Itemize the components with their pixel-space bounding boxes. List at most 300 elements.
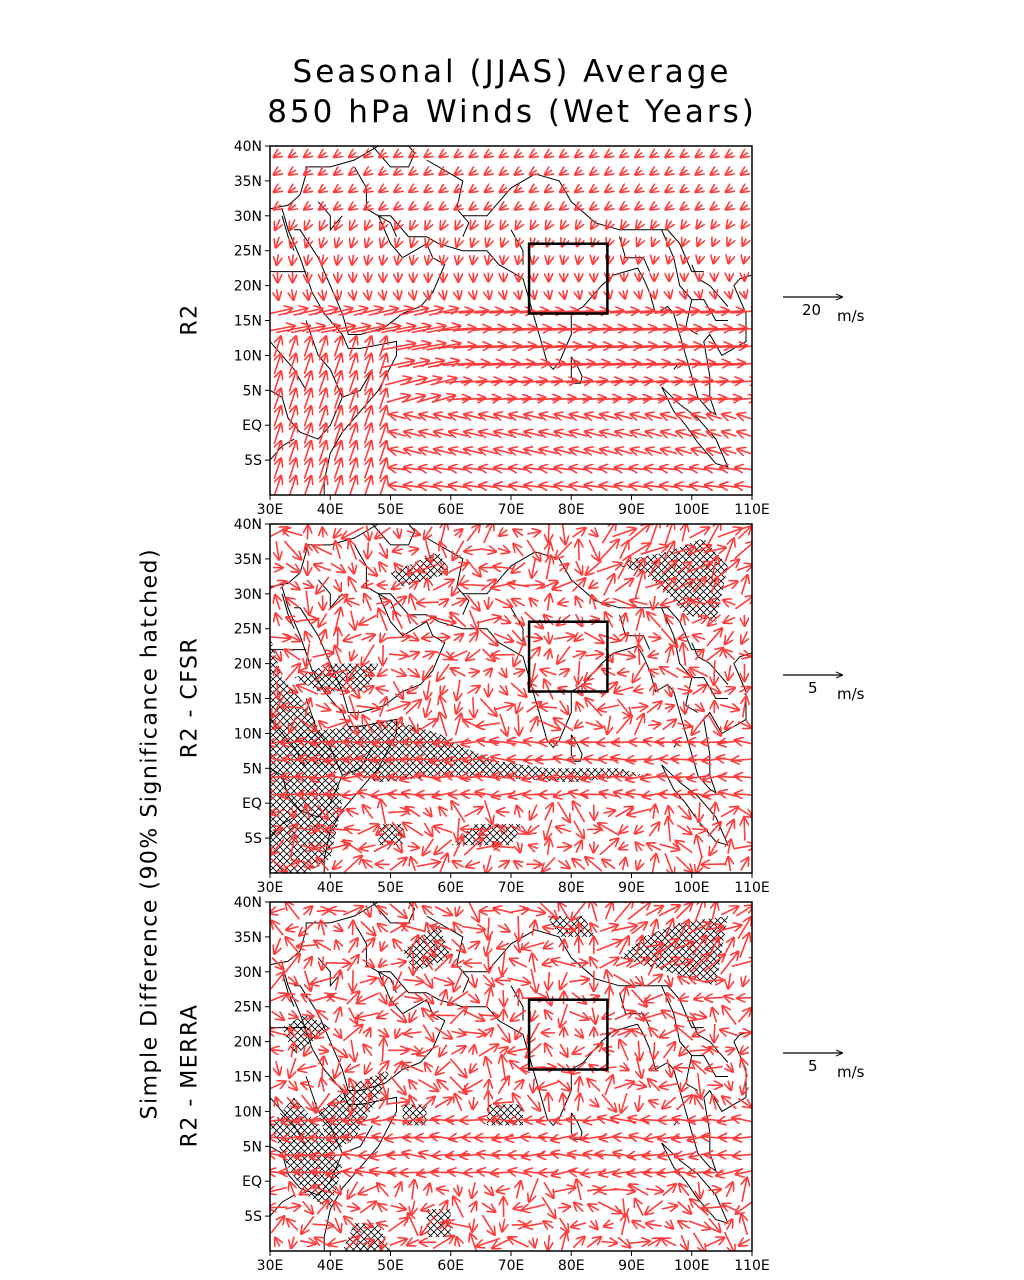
wind-vector [450,449,467,453]
wind-vector [387,637,409,638]
wind-vector [676,841,692,853]
wind-vector [530,205,537,209]
wind-vector [560,1004,567,1027]
wind-vector [365,1062,371,1073]
wind-vector [366,1029,370,1037]
wind-vector [440,153,447,157]
wind-vector [708,714,721,735]
wind-vector [540,1172,558,1173]
coastline-segment [692,265,728,307]
wind-vector [652,221,657,228]
wind-vector [503,290,505,298]
study-region-box [529,622,607,692]
wind-vector [575,634,583,641]
wind-vector [511,1010,526,1020]
wind-vector [476,1137,502,1138]
wind-vector [532,558,536,577]
wind-vector [411,858,415,871]
wind-vector [335,459,342,479]
wind-vector [394,611,403,628]
wind-vector [666,187,673,191]
wind-vector [578,1094,580,1111]
row-label-r2-merra: R2 - MERRA [177,1003,203,1148]
wind-vector [647,1224,662,1227]
wind-vector [602,602,615,604]
wind-vector [498,925,509,931]
wind-vector [390,432,406,436]
wind-vector [557,646,570,663]
wind-vector [423,1025,433,1041]
lon-tick-label: 70E [497,880,525,896]
wind-vector [576,187,583,191]
wind-vector [425,170,432,174]
wind-vector [458,255,460,264]
wind-vector [462,829,486,830]
wind-vector [517,842,520,852]
wind-vector [322,290,324,300]
wind-vector [698,239,701,246]
wind-vector [545,205,552,209]
wind-vector [697,221,702,228]
wind-vector [381,633,386,641]
wind-vector [435,449,452,453]
lat-tick-label: 25N [233,621,262,638]
wind-vector [329,1240,347,1244]
wind-vector [702,864,726,865]
wind-vector [525,485,543,487]
wind-vector [515,187,522,191]
wind-vector [289,205,296,209]
wind-vector [606,170,613,174]
wind-vector [452,960,464,966]
wind-vector [723,449,737,453]
wind-vector [498,1024,510,1041]
wind-vector [405,1032,422,1034]
wind-vector [425,1063,431,1072]
wind-vector [638,291,640,298]
wind-vector [629,524,649,541]
wind-vector [545,170,552,174]
wind-vector [412,255,414,264]
wind-vector [321,237,324,247]
wind-vector [541,670,557,675]
wind-vector [738,1098,750,1107]
wind-vector [636,609,642,631]
wind-vector [365,354,372,374]
wind-vector [435,414,452,418]
wind-vector [350,372,357,392]
wind-vector [613,598,634,606]
wind-vector [711,153,718,157]
wind-vector [438,1080,449,1090]
wind-vector [277,254,279,264]
wind-vector [723,1204,737,1210]
wind-vector [570,432,587,436]
wind-vector [274,442,281,462]
wind-vector [530,805,537,820]
wind-vector [708,1189,720,1190]
lat-tick-label: 25N [233,243,262,260]
wind-vector [678,1202,691,1214]
wind-vector [616,432,632,436]
wind-vector [380,424,387,444]
wind-vector [699,802,700,821]
wind-vector [659,844,679,849]
wind-vector [502,238,505,246]
wind-vector [414,309,442,316]
coastline-segment [270,524,378,587]
wind-vector [573,859,585,869]
wind-vector [441,685,445,694]
wind-vector [289,476,296,496]
wind-vector [427,238,430,247]
wind-vector [724,618,735,623]
wind-vector [698,291,700,298]
wind-vector [303,583,313,587]
wind-vector [500,153,507,157]
wind-vector [344,1025,363,1041]
wind-vector [439,600,448,606]
wind-vector [391,1077,406,1095]
wind-vector [435,1098,451,1108]
wind-vector [488,290,490,299]
lat-tick-label: 5N [242,761,262,778]
wind-vector [454,634,463,641]
wind-vector [649,654,659,657]
wind-vector [525,612,543,628]
wind-vector [286,581,299,589]
wind-vector [289,1081,297,1090]
wind-vector [350,220,355,230]
wind-vector [721,807,738,817]
wind-vector [457,238,460,247]
wind-vector [456,220,461,229]
wind-vector [405,414,422,418]
wind-vector [487,238,490,247]
wind-vector [334,926,342,931]
wind-vector [304,337,311,357]
wind-vector [434,826,452,832]
wind-vector [725,996,735,999]
wind-vector [635,689,644,691]
wind-vector [440,807,447,816]
wind-vector [503,255,505,263]
wind-vector [441,991,446,1006]
wind-vector [349,541,356,560]
wind-vector [615,1011,634,1019]
lon-tick-label: 60E [437,502,465,518]
wind-vector [467,650,481,661]
wind-vector [391,962,406,965]
wind-vector [265,637,289,639]
wind-vector [693,635,705,639]
wind-vector [472,974,475,987]
wind-vector [424,974,432,988]
wind-vector [696,856,702,873]
wind-vector [706,980,723,981]
wind-vector [683,644,686,666]
wind-vector [638,256,640,263]
wind-vector [378,1013,389,1017]
wind-vector [613,529,636,537]
wind-vector [360,845,375,849]
wind-vector [480,485,498,487]
wind-vector [406,700,421,714]
wind-vector [607,716,610,734]
wind-vector [488,918,489,939]
wind-vector [723,414,737,418]
wind-vector [488,1092,489,1114]
wind-vector [461,585,485,586]
wind-vector [544,943,553,948]
wind-vector [593,256,595,264]
coastline-segment [270,341,306,390]
wind-vector [529,845,538,848]
wind-vector [477,723,500,726]
wind-vector [692,414,707,418]
wind-vector [304,389,311,409]
wind-vector [622,238,625,246]
wind-vector [600,1031,618,1035]
wind-vector [276,1061,279,1075]
wind-vector [728,840,731,854]
wind-vector [705,997,723,998]
wind-vector [556,827,571,832]
wind-vector [468,942,479,949]
wind-vector [662,414,677,418]
wind-vector [488,1080,489,1090]
wind-vector [319,722,326,728]
wind-vector [317,910,329,911]
wind-vector [531,969,536,992]
wind-vector [636,187,643,191]
wind-vector [542,1067,555,1068]
significance-hatch-4 [451,824,523,845]
wind-vector [501,668,506,677]
wind-vector [349,578,357,593]
wind-vector [584,632,603,643]
wind-vector [335,153,342,157]
wind-vector [365,459,372,479]
wind-vector [412,237,415,246]
wind-vector [668,817,670,841]
wind-vector [514,1206,523,1209]
wind-vector [465,807,482,816]
wind-vector [532,1010,536,1020]
wind-vector [335,579,340,590]
wind-vector [517,702,521,713]
wind-vector [470,610,478,629]
study-region-box [529,1000,607,1070]
wind-vector [667,221,672,228]
wind-vector [275,220,280,230]
wind-vector [572,993,586,1004]
wind-vector [663,720,676,730]
wind-vector [646,432,662,436]
wind-vector [729,256,731,263]
wind-vector [575,722,582,728]
wind-vector [606,153,613,157]
wind-vector [440,1045,447,1056]
wind-vector [426,220,431,229]
wind-vector [404,468,422,470]
wind-vector [712,902,716,919]
scale-value-3: 5 [808,1057,818,1075]
wind-vector [274,389,281,409]
wind-vector [696,170,703,174]
wind-vector [334,528,341,537]
wind-vector [647,975,662,986]
wind-vector [467,525,479,542]
wind-vector [545,153,552,157]
wind-vector [481,549,495,552]
wind-vector [727,221,732,228]
wind-vector [737,807,752,816]
wind-vector [742,576,748,595]
wind-vector [630,1185,649,1196]
wind-vector [397,255,399,264]
wind-vector [335,542,340,559]
wind-vector [512,1225,526,1226]
wind-vector [591,900,597,922]
wind-vector [529,1178,538,1201]
wind-vector [523,943,544,949]
wind-vector [599,634,619,640]
lon-tick-label: 40E [316,502,344,518]
wind-vector [732,759,757,761]
wind-vector [523,909,545,913]
wind-vector [408,846,419,848]
wind-vector [380,205,387,209]
wind-vector [728,665,731,680]
wind-vector [472,1219,474,1232]
wind-vector [500,187,507,191]
wind-vector [423,993,433,1003]
wind-vector [425,205,432,209]
wind-vector [740,1047,749,1054]
lon-tick-label: 50E [377,880,404,896]
wind-vector [420,449,437,453]
wind-vector [620,633,628,641]
wind-vector [274,170,281,174]
wind-vector [427,1184,430,1196]
wind-vector [297,945,318,947]
wind-vector [320,220,325,230]
wind-vector [413,361,444,368]
wind-vector [498,861,508,867]
wind-vector [306,591,309,615]
wind-vector [605,1076,613,1095]
significance-hatch-8 [282,1014,330,1056]
wind-vector [383,645,384,665]
wind-vector [270,1082,285,1089]
wind-vector [721,485,739,487]
wind-vector [359,1154,376,1155]
wind-vector [546,556,551,580]
wind-vector [397,290,399,299]
wind-vector [648,724,660,726]
wind-vector [304,354,311,374]
wind-vector [711,170,718,174]
wind-vector [633,1084,646,1086]
wind-vector [305,220,310,230]
lon-tick-label: 70E [497,502,525,518]
wind-vector [690,668,708,676]
wind-vector [467,862,481,867]
wind-vector [350,442,357,462]
wind-vector [424,823,432,836]
wind-vector [337,255,339,265]
wind-vector [352,255,354,265]
wind-vector [530,187,537,191]
wind-vector [360,978,376,983]
wind-vector [558,802,570,822]
row-label-r2: R2 [177,303,203,336]
wind-vector [442,290,444,299]
wind-vector [728,239,731,246]
wind-vector [606,902,613,919]
wind-vector [742,1215,748,1235]
wind-vector [339,309,367,316]
wind-vector [493,846,514,848]
wind-vector [403,979,423,981]
lat-tick-label: 40N [233,517,262,533]
wind-vector [557,615,570,625]
wind-vector [674,794,694,795]
wind-vector [366,237,369,246]
wind-vector [450,432,467,436]
wind-vector [289,389,296,409]
wind-vector [738,432,751,436]
wind-vector [632,990,647,1007]
wind-vector [600,958,618,968]
lon-tick-label: 30E [256,502,284,518]
wind-vector [286,938,300,954]
wind-vector [666,170,673,174]
wind-vector [351,650,355,660]
wind-vector [659,1120,679,1121]
wind-vector [518,990,519,1006]
wind-vector [583,685,605,695]
wind-vector [653,596,655,609]
wind-vector [618,699,631,715]
wind-vector [726,205,733,209]
wind-vector [721,907,738,915]
wind-vector [603,669,616,675]
wind-vector [365,424,372,444]
wind-vector [441,522,446,544]
wind-vector [522,1205,545,1211]
wind-vector [407,1048,420,1053]
wind-vector [695,1096,704,1109]
wind-vector [684,701,686,713]
wind-vector [350,187,357,191]
wind-vector [592,596,596,610]
wind-vector [473,255,475,264]
wind-vector [692,829,706,830]
wind-vector [606,187,613,191]
lat-tick-label: 5S [244,831,262,848]
wind-vector [327,721,349,728]
wind-vector [342,527,363,538]
wind-vector [615,687,634,693]
wind-vector [350,153,357,157]
wind-vector [300,1241,315,1244]
wind-vector [292,254,294,264]
wind-vector [390,904,407,918]
coastline-segment [571,735,582,762]
wind-vector [736,596,754,609]
